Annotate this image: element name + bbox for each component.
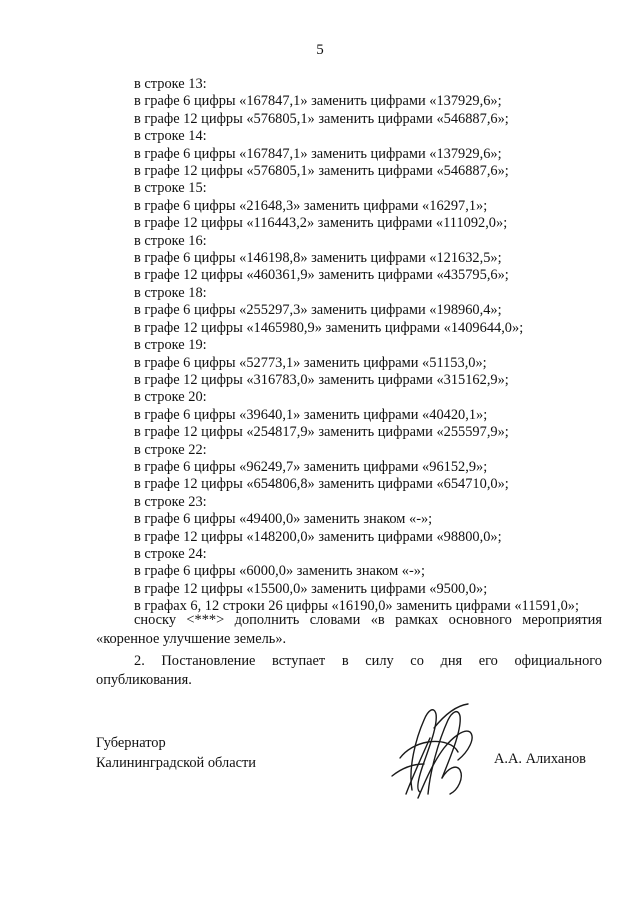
amendment-line: в графе 12 цифры «148200,0» заменить цифрами «98800,0»; <box>134 528 502 545</box>
amendment-line: в графе 6 цифры «6000,0» заменить знаком «-»; <box>134 563 425 580</box>
amendment-line: в графах 6, 12 строки 26 цифры «16190,0» заменить цифрами «11591,0»; <box>134 598 579 615</box>
handwritten-signature <box>372 698 484 802</box>
footnote-amendment-paragraph <box>96 611 602 649</box>
amendment-line: в графе 6 цифры «49400,0» заменить знаком «-»; <box>134 511 433 528</box>
amendment-line: в строке 18: <box>134 284 207 301</box>
amendment-line: в графе 6 цифры «21648,3» заменить цифрами «16297,1»; <box>134 197 488 214</box>
amendment-line: в графе 12 цифры «654806,8» заменить цифрами «654710,0»; <box>134 476 509 493</box>
amendment-line: в графе 6 цифры «167847,1» заменить цифрами «137929,6»; <box>134 145 502 162</box>
amendment-line: в строке 13: <box>134 76 207 92</box>
paragraph-line: сноску <***> дополнить словами «в рамках основного мероприятия <box>134 612 602 628</box>
amendment-line: в графе 6 цифры «146198,8» заменить цифрами «121632,5»; <box>134 250 502 267</box>
paragraph-line: «коренное улучшение земель». <box>96 631 287 647</box>
signatory-position-line: Калининградской области <box>96 755 256 771</box>
amendment-line: в графе 12 цифры «576805,1» заменить цифрами «546887,6»; <box>134 110 509 127</box>
amendment-line: в графе 12 цифры «576805,1» заменить цифрами «546887,6»; <box>134 163 509 180</box>
amendment-line: в строке 24: <box>134 545 207 562</box>
amendment-line: в строке 16: <box>134 232 207 249</box>
amendment-line: в графе 6 цифры «167847,1» заменить цифрами «137929,6»; <box>134 93 502 110</box>
amendment-line: в графе 6 цифры «255297,3» заменить цифрами «198960,4»; <box>134 302 502 319</box>
amendment-line: в графе 12 цифры «1465980,9» заменить цифрами «1409644,0»; <box>134 319 524 336</box>
effective-date-paragraph <box>96 652 602 690</box>
amendment-line: в строке 15: <box>134 180 207 197</box>
paragraph-line: 2. Постановление вступает в силу со дня его официального <box>134 653 602 669</box>
amendment-line: в строке 20: <box>134 389 207 406</box>
amendment-line: в графе 12 цифры «460361,9» заменить цифрами «435795,6»; <box>134 267 509 284</box>
amendment-line: в графе 12 цифры «116443,2» заменить цифрами «111092,0»; <box>134 215 508 232</box>
page-number: 5 <box>316 42 324 58</box>
amendment-line: в строке 22: <box>134 441 207 458</box>
amendment-line: в строке 19: <box>134 337 207 354</box>
amendment-line: в графе 6 цифры «39640,1» заменить цифрами «40420,1»; <box>134 406 488 423</box>
amendment-line: в графе 12 цифры «254817,9» заменить цифрами «255597,9»; <box>134 424 509 441</box>
amendment-line: в строке 23: <box>134 493 207 510</box>
amendment-line: в графе 12 цифры «316783,0» заменить цифрами «315162,9»; <box>134 371 509 388</box>
amendment-line: в строке 14: <box>134 128 207 145</box>
signatory-position <box>96 733 256 773</box>
paragraph-line: опубликования. <box>96 672 192 688</box>
signatory-position-line: Губернатор <box>96 735 166 751</box>
amendment-list <box>134 76 579 616</box>
amendment-line: в графе 12 цифры «15500,0» заменить цифрами «9500,0»; <box>134 580 488 597</box>
amendment-line: в графе 6 цифры «52773,1» заменить цифрами «51153,0»; <box>134 354 487 371</box>
amendment-line: в графе 6 цифры «96249,7» заменить цифрами «96152,9»; <box>134 458 488 475</box>
signatory-name: А.А. Алиханов <box>494 751 586 767</box>
